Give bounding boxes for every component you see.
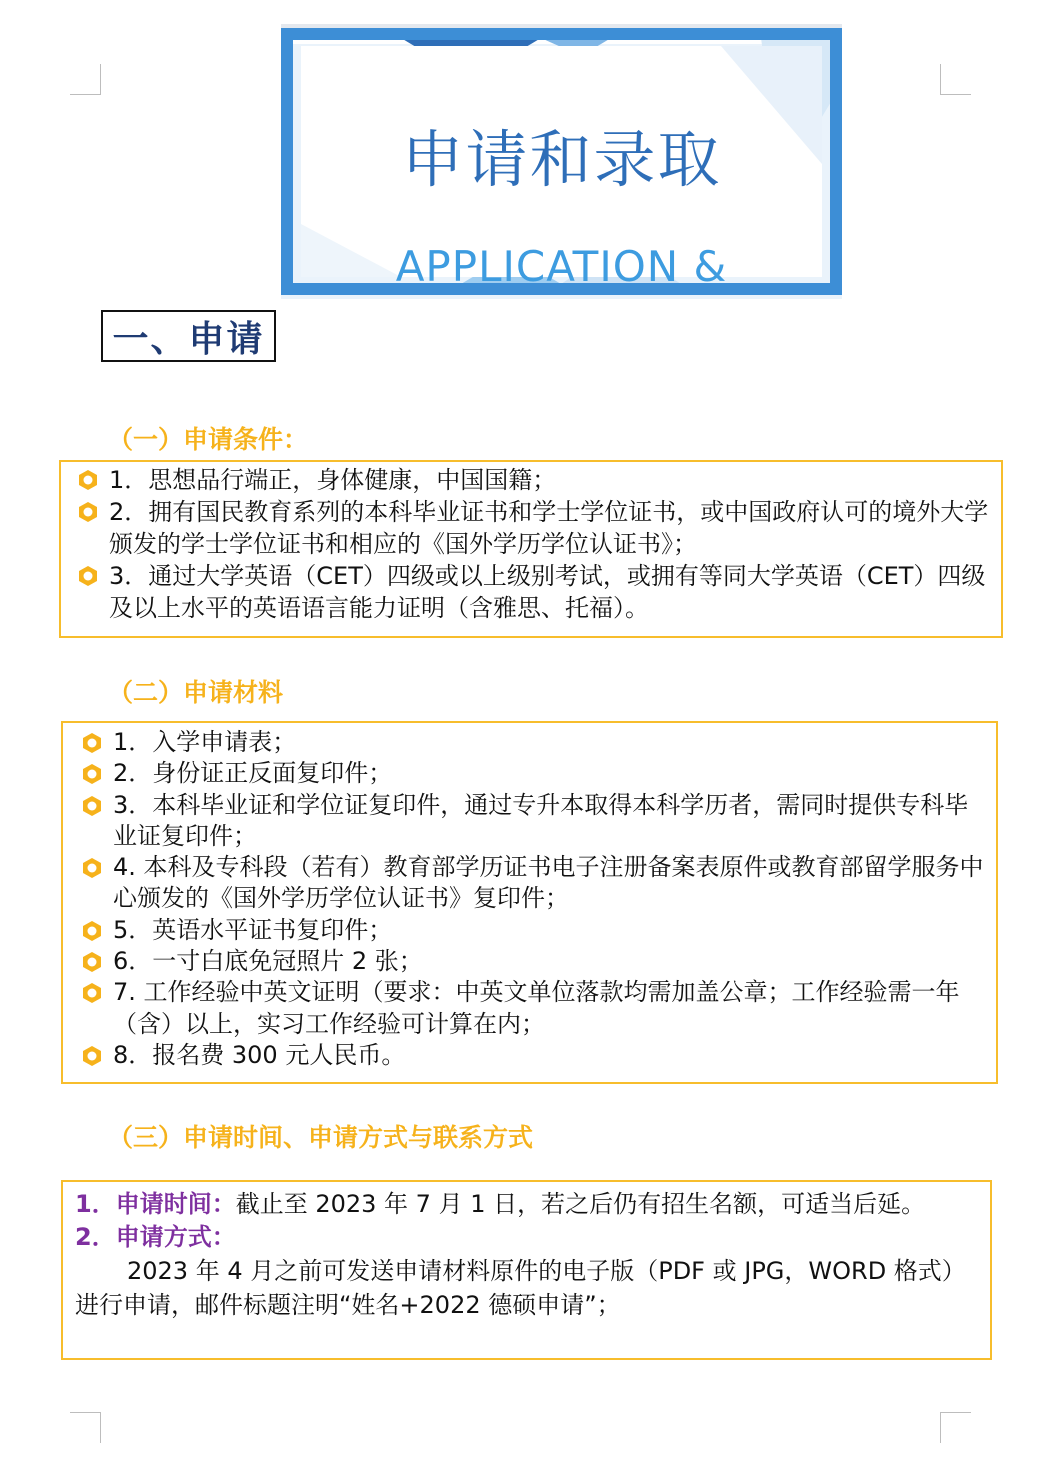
list-item-text: 7. 工作经验中英文证明（要求：中英文单位落款均需加盖公章；工作经验需一年（含）以上，实习工作经验可计算在内；	[113, 978, 960, 1038]
list-item-text: 8．报名费 300 元人民币。	[113, 1040, 406, 1069]
application-time-label: 1．申请时间：	[75, 1190, 236, 1218]
list-item	[67, 946, 986, 977]
list-item-text: 3．通过大学英语（CET）四级或以上级别考试，或拥有等同大学英语（CET）四级及以上水平的英语语言能力证明（含雅思、托福）。	[109, 562, 986, 622]
timing-heading: （三）申请时间、申请方式与联系方式	[108, 1123, 534, 1152]
list-item-text: 2．身份证正反面复印件；	[113, 759, 393, 788]
page-corner-mark	[940, 64, 971, 95]
page-subtitle: APPLICATION &	[395, 242, 728, 291]
bullet-icon	[81, 1045, 103, 1067]
timing-box	[61, 1180, 992, 1360]
section-title: 一、申请	[101, 310, 276, 362]
list-item-text: 4. 本科及专科段（若有）教育部学历证书电子注册备案表原件或教育部留学服务中心颁发的《国外学历学位认证书》复印件；	[113, 853, 984, 913]
application-time-line	[75, 1188, 974, 1221]
list-item	[67, 1040, 986, 1071]
bullet-icon	[81, 951, 103, 973]
bullet-icon	[77, 565, 99, 587]
conditions-heading: （一）申请条件：	[108, 425, 309, 454]
list-item	[67, 915, 986, 946]
list-item	[67, 727, 986, 758]
application-time-text: 截止至 2023 年 7 月 1 日，若之后仍有招生名额，可适当后延。	[235, 1190, 926, 1218]
bullet-icon	[81, 982, 103, 1004]
materials-heading: （二）申请材料	[108, 678, 284, 707]
list-item-text: 3．本科毕业证和学位证复印件，通过专升本取得本科学历者，需同时提供专科毕业证复印件；	[113, 790, 969, 850]
application-method-text: 2023 年 4 月之前可发送申请材料原件的电子版（PDF 或 JPG，WORD 格式）进行申请，邮件标题注明“姓名+2022 德硕申请”；	[75, 1257, 966, 1319]
conditions-box	[59, 460, 1003, 638]
bullet-icon	[81, 732, 103, 754]
page-title: 申请和录取	[401, 123, 722, 196]
materials-box	[61, 721, 998, 1084]
page-corner-mark	[70, 1412, 101, 1443]
bullet-icon	[81, 795, 103, 817]
list-item-text: 6．一寸白底免冠照片 2 张；	[113, 947, 423, 976]
list-item-text: 1．思想品行端正，身体健康，中国国籍；	[109, 466, 557, 494]
application-method-line	[75, 1221, 974, 1254]
list-item	[63, 496, 991, 560]
header-banner	[281, 24, 842, 299]
bullet-icon	[81, 920, 103, 942]
bullet-icon	[81, 857, 103, 879]
list-item-text: 2．拥有国民教育系列的本科毕业证书和学士学位证书，或中国政府认可的境外大学颁发的学士学位证书和相应的《国外学历学位认证书》；	[109, 498, 989, 558]
bullet-icon	[77, 501, 99, 523]
page-corner-mark	[70, 64, 101, 95]
list-item	[67, 852, 986, 915]
list-item	[63, 464, 991, 496]
page-corner-mark	[940, 1412, 971, 1443]
list-item	[67, 977, 986, 1040]
list-item	[67, 790, 986, 853]
list-item	[63, 560, 991, 624]
list-item-text: 1．入学申请表；	[113, 728, 297, 756]
list-item	[67, 758, 986, 789]
bullet-icon	[77, 469, 99, 491]
bullet-icon	[81, 763, 103, 785]
application-method-label: 2．申请方式：	[75, 1223, 236, 1251]
list-item-text: 5．英语水平证书复印件；	[113, 915, 393, 944]
